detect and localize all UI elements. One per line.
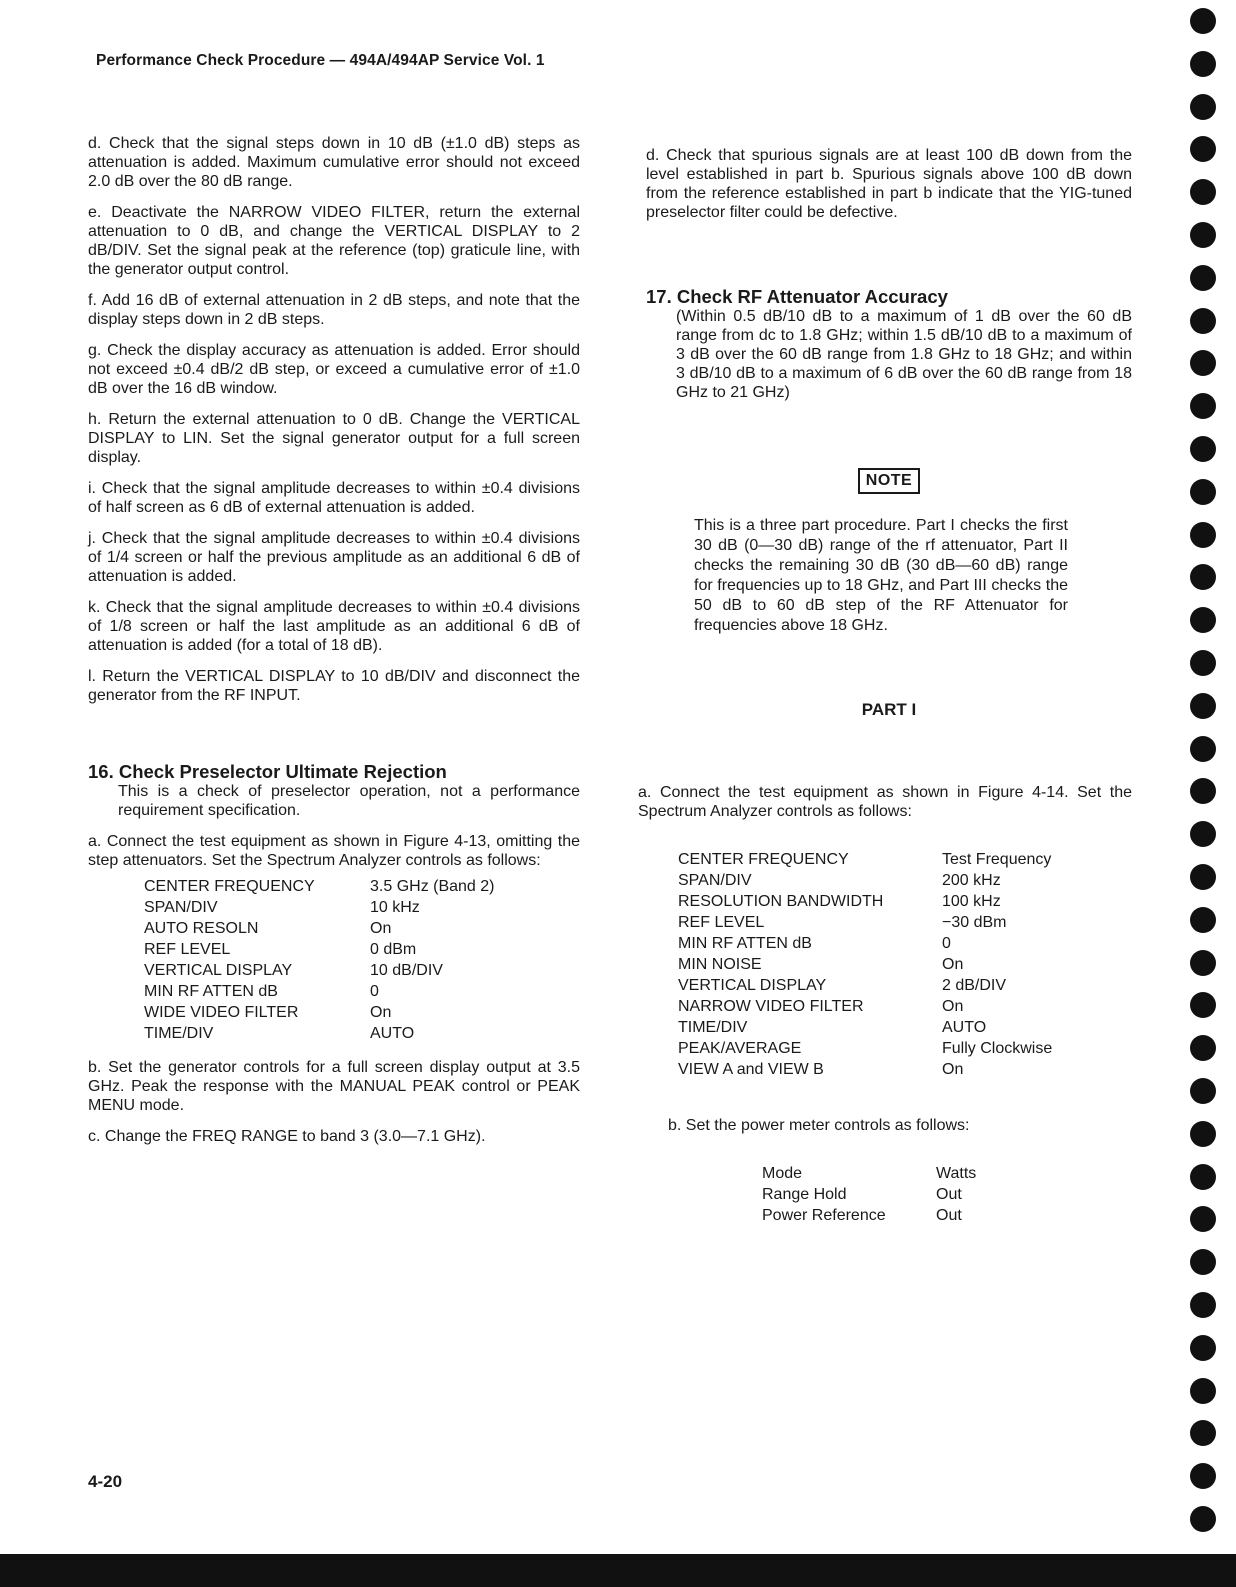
table-row: MIN RF ATTEN dB 0 — [144, 983, 379, 1000]
binder-hole — [1190, 222, 1216, 248]
table-row: VERTICAL DISPLAY 2 dB/DIV — [678, 977, 1007, 994]
binder-hole — [1190, 179, 1216, 205]
step-l: l. Return the VERTICAL DISPLAY to 10 dB/DIV and disconnect the generator from the RF INPUT. — [88, 668, 580, 704]
section-16-step-a: a. Connect the test equipment as shown in Figure 4-13, omitting the step attenuators. Set the Spectrum Analyzer controls as follows: — [88, 833, 580, 869]
table-row: RESOLUTION BANDWIDTH 100 kHz — [678, 893, 1001, 910]
right-column — [638, 146, 1132, 1226]
page-header: Performance Check Procedure — 494A/494AP Service Vol. 1 — [96, 52, 545, 69]
power-meter-table — [762, 1163, 976, 1226]
step-h: h. Return the external attenuation to 0 dB. Change the VERTICAL DISPLAY to LIN. Set the signal generator output for a full screen display. — [88, 411, 580, 466]
page-number: 4-20 — [88, 1472, 123, 1491]
table-row: NARROW VIDEO FILTER On — [678, 998, 964, 1015]
table-row: MIN RF ATTEN dB 0 — [678, 935, 951, 952]
section-16-step-d: d. Check that spurious signals are at least 100 dB down from the level established in part b. Spurious signals above 100 dB down from the reference established in part b indicate that the YIG-tuned preselector filter could be defective. — [646, 147, 1132, 221]
binder-hole — [1190, 1206, 1216, 1232]
binder-hole — [1190, 1335, 1216, 1361]
section-17-settings-table — [678, 849, 1052, 1080]
binder-hole — [1190, 778, 1216, 804]
binder-hole — [1190, 821, 1216, 847]
note-text: This is a three part procedure. Part I checks the first 30 dB (0—30 dB) range of the rf attenuator, Part II checks the remaining 30 dB (30 dB—60 dB) range for frequencies up to 18 GHz, and Part III checks the 50 dB to 60 dB step of the RF Attenuator for frequencies above 18 GHz. — [694, 517, 1068, 634]
section-16-title: 16. Check Preselector Ultimate Rejection — [88, 761, 447, 782]
table-row: PEAK/AVERAGE Fully Clockwise — [678, 1040, 1053, 1057]
step-g: g. Check the display accuracy as attenuation is added. Error should not exceed ±0.4 dB/2 dB step, or exceed a cumulative error of ±1.0 dB over the 16 dB window. — [88, 342, 580, 397]
binder-hole — [1190, 1506, 1216, 1532]
binder-hole — [1190, 136, 1216, 162]
table-row: AUTO RESOLN On — [144, 920, 392, 937]
table-row: CENTER FREQUENCY Test Frequency — [678, 851, 1052, 868]
binder-hole — [1190, 1420, 1216, 1446]
binder-hole — [1190, 1463, 1216, 1489]
binder-hole — [1190, 950, 1216, 976]
left-column — [88, 134, 580, 1158]
table-row: Power Reference Out — [762, 1207, 962, 1224]
scan-edge-bar — [0, 1554, 1236, 1587]
table-row: TIME/DIV AUTO — [678, 1019, 987, 1036]
step-k: k. Check that the signal amplitude decreases to within ±0.4 divisions of 1/8 screen or half the last amplitude as an additional 6 dB of attenuation is added (for a total of 18 dB). — [88, 599, 580, 654]
binder-hole — [1190, 94, 1216, 120]
binder-hole — [1190, 479, 1216, 505]
binder-hole — [1190, 1121, 1216, 1147]
binder-hole — [1190, 522, 1216, 548]
binder-hole — [1190, 51, 1216, 77]
table-row: Range Hold Out — [762, 1186, 962, 1203]
section-16-step-c: c. Change the FREQ RANGE to band 3 (3.0—7.1 GHz). — [88, 1128, 486, 1145]
binder-hole — [1190, 1292, 1216, 1318]
section-17-step-b: b. Set the power meter controls as follows: — [668, 1117, 970, 1134]
part-i-heading: PART I — [861, 700, 917, 719]
section-16-settings-table — [144, 876, 495, 1044]
binder-hole — [1190, 1078, 1216, 1104]
table-row: REF LEVEL 0 dBm — [144, 941, 417, 958]
binder-hole — [1190, 1035, 1216, 1061]
section-17-desc: (Within 0.5 dB/10 dB to a maximum of 1 dB over the 60 dB range from dc to 1.8 GHz; within 1.5 dB/10 dB to a maximum of 3 dB over the 60 dB range from 1.8 GHz to 18 GHz; and within 3 dB/10 dB to a maximum of 6 dB over the 60 dB range from 18 GHz to 21 GHz) — [676, 308, 1132, 401]
binder-hole — [1190, 564, 1216, 590]
table-row: VERTICAL DISPLAY 10 dB/DIV — [144, 962, 443, 979]
binder-hole — [1190, 350, 1216, 376]
binder-hole — [1190, 8, 1216, 34]
binder-hole — [1190, 1249, 1216, 1275]
table-row: WIDE VIDEO FILTER On — [144, 1004, 392, 1021]
section-16-desc: This is a check of preselector operation, not a performance requirement specification. — [118, 783, 580, 819]
table-row: Mode Watts — [762, 1165, 977, 1182]
binder-hole — [1190, 693, 1216, 719]
section-17-title: 17. Check RF Attenuator Accuracy — [646, 286, 948, 307]
step-d-left: d. Check that the signal steps down in 10 dB (±1.0 dB) steps as attenuation is added. Maximum cumulative error should not exceed 2.0 dB over the 80 dB range. — [88, 135, 580, 190]
note-label: NOTE — [858, 468, 920, 494]
step-j: j. Check that the signal amplitude decreases to within ±0.4 divisions of 1/4 screen or half the previous amplitude as an additional 6 dB of attenuation is added. — [88, 530, 580, 585]
section-17-step-a: a. Connect the test equipment as shown in Figure 4-14. Set the Spectrum Analyzer controls as follows: — [638, 784, 1132, 820]
binder-hole — [1190, 436, 1216, 462]
table-row: MIN NOISE On — [678, 956, 964, 973]
binder-hole — [1190, 265, 1216, 291]
section-16-step-b: b. Set the generator controls for a full screen display output at 3.5 GHz. Peak the response with the MANUAL PEAK control or PEAK MENU mode. — [88, 1059, 580, 1114]
binder-hole — [1190, 308, 1216, 334]
binder-hole — [1190, 736, 1216, 762]
table-row: TIME/DIV AUTO — [144, 1025, 415, 1042]
note-label-wrap — [646, 468, 1132, 494]
binder-hole — [1190, 907, 1216, 933]
binder-hole — [1190, 393, 1216, 419]
binder-hole — [1190, 1164, 1216, 1190]
binder-hole — [1190, 607, 1216, 633]
table-row: VIEW A and VIEW B On — [678, 1061, 964, 1078]
binder-hole — [1190, 864, 1216, 890]
binder-hole — [1190, 1378, 1216, 1404]
step-f: f. Add 16 dB of external attenuation in 2 dB steps, and note that the display steps down in 2 dB steps. — [88, 292, 580, 328]
step-e: e. Deactivate the NARROW VIDEO FILTER, return the external attenuation to 0 dB, and change the VERTICAL DISPLAY to 2 dB/DIV. Set the signal peak at the reference (top) graticule line, with the generator output control. — [88, 204, 580, 278]
table-row: SPAN/DIV 200 kHz — [678, 872, 1001, 889]
binder-holes — [1190, 8, 1220, 1548]
table-row: CENTER FREQUENCY 3.5 GHz (Band 2) — [144, 878, 495, 895]
step-i: i. Check that the signal amplitude decreases to within ±0.4 divisions of half screen as 6 dB of external attenuation is added. — [88, 480, 580, 516]
binder-hole — [1190, 992, 1216, 1018]
table-row: SPAN/DIV 10 kHz — [144, 899, 420, 916]
table-row: REF LEVEL −30 dBm — [678, 914, 1007, 931]
binder-hole — [1190, 650, 1216, 676]
